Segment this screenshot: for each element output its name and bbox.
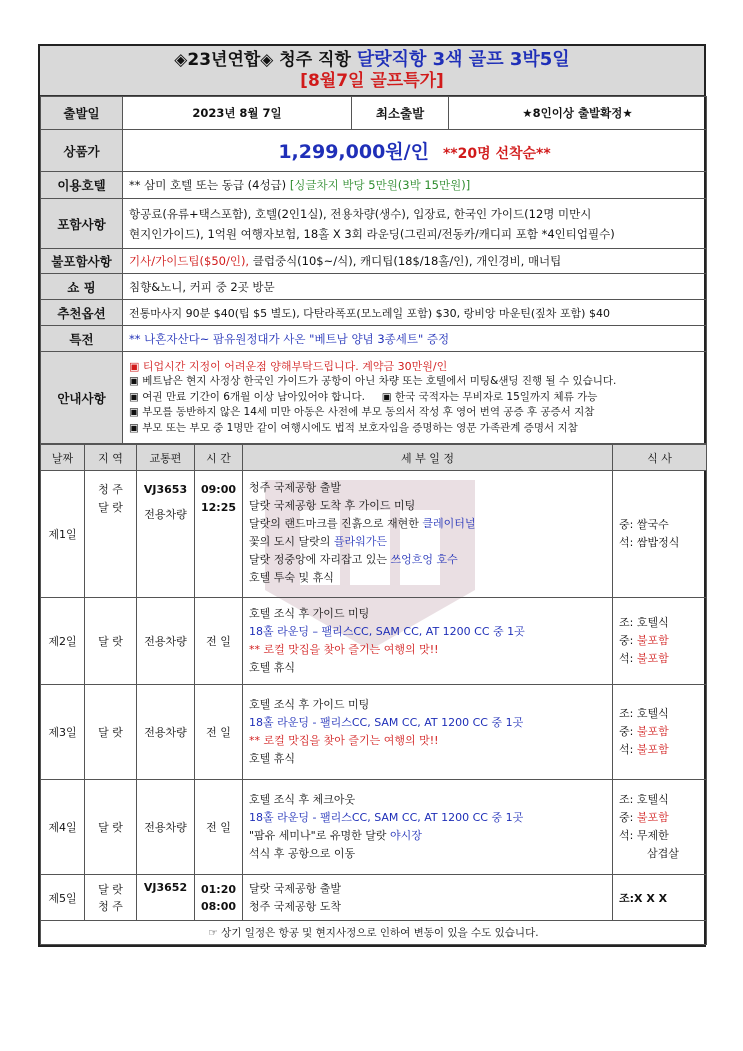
meal-cell: 중: 쌀국수 석: 쌈밥정식 — [613, 471, 707, 598]
header-region: 지 역 — [85, 445, 137, 471]
schedule-row-day1 — [41, 471, 707, 598]
meal-cell: 조: 호텔식 중: 불포함 석: 불포함 — [613, 598, 707, 685]
special-value: ** 나혼자산다~ 팜유원정대가 사온 "베트남 양념 3종세트" 증정 — [123, 326, 707, 352]
meal-cell: 조: 호텔식 중: 불포함 석: 불포함 — [613, 685, 707, 780]
special-label: 특전 — [41, 326, 123, 352]
includes-line-1: 항공료(유류+택스포함), 호텔(2인1실), 전용차량(생수), 입장료, 한국인 가이드(12명 미만시 — [129, 206, 592, 221]
attraction-name: 플라워가든 — [333, 535, 388, 548]
transport-cell: 전용차량 — [137, 685, 195, 780]
note-item: ▣ 여권 만료 기간이 6개월 이상 남아있어야 합니다. ▣ 한국 국적자는 무비자로 15일까지 체류 가능 — [129, 390, 598, 403]
note-item: ▣ 부모 또는 부모 중 1명만 같이 여행시에도 법적 보호자임을 증명하는 영문 가족관계 증명서 지참 — [129, 421, 578, 434]
shopping-label: 쇼 핑 — [41, 274, 123, 300]
product-info-table — [40, 96, 707, 444]
excludes-label: 불포함사항 — [41, 249, 123, 274]
includes-line-2: 현지인가이드), 1억원 여행자보험, 18홀 X 3회 라운딩(그린피/전동카/캐디피 포함 *4인티업필수) — [129, 226, 615, 241]
product-title-highlight: 달랏직항 3색 골프 3박5일 — [356, 49, 570, 70]
transport-cell: 전용차량 — [137, 598, 195, 685]
detail-cell: 호텔 조식 후 체크아웃 18홀 라운딩 - 팰리스CC, SAM CC, AT 1200 CC 중 1곳 "팜유 세미나"로 유명한 달랏 야시장 석식 후 공항으로 이동 — [243, 780, 613, 875]
shopping-value: 침향&노니, 커피 중 2곳 방문 — [123, 274, 707, 300]
meal-cell: 조:X X X — [613, 875, 707, 921]
hotel-label: 이용호텔 — [41, 172, 123, 199]
schedule-table — [40, 444, 707, 945]
notes-label: 안내사항 — [41, 352, 123, 444]
title-banner — [40, 46, 704, 96]
meal-cell: 조: 호텔식 중: 불포함 석: 무제한 삼겹살 — [613, 780, 707, 875]
time-cell: 전 일 — [195, 780, 243, 875]
price-cell — [123, 130, 707, 172]
food-note: ** 로컬 맛집을 찾아 즐기는 여행의 맛!! — [249, 734, 439, 747]
schedule-row-day5 — [41, 875, 707, 921]
transport-cell: VJ3653 전용차량 — [137, 471, 195, 598]
food-note: ** 로컬 맛집을 찾아 즐기는 여행의 맛!! — [249, 643, 439, 656]
includes-cell — [123, 199, 707, 249]
note-item: ▣ 티업시간 지정이 어려운점 양해부탁드립니다. 계약금 30만원/인 — [129, 359, 448, 373]
price-label: 상품가 — [41, 130, 123, 172]
region-cell: 청 주 달 랏 — [85, 471, 137, 598]
product-title: ◈23년연합◈ 청주 직항 달랏직항 3색 골프 3박5일 — [174, 49, 570, 70]
region-cell: 달 랏 — [85, 598, 137, 685]
options-value: 전통마사지 90분 $40(팁 $5 별도), 다탄라폭포(모노레일 포함) $30, 랑비앙 마운틴(짚차 포함) $40 — [123, 300, 707, 326]
attraction-name: 클레이터널 — [422, 517, 476, 530]
golf-round: 18홀 라운딩 - 팰리스CC, SAM CC, AT 1200 CC 중 1곳 — [249, 716, 524, 729]
flight-number: VJ3652 — [137, 875, 195, 921]
options-label: 추천옵션 — [41, 300, 123, 326]
schedule-disclaimer: ☞ 상기 일정은 항공 및 현지사정으로 인하여 변동이 있을 수도 있습니다. — [41, 921, 707, 945]
detail-cell: 달랏 국제공항 출발 청주 국제공항 도착 — [243, 875, 613, 921]
departure-label: 출발일 — [41, 97, 123, 130]
departure-date: 2023년 8월 7일 — [123, 97, 352, 130]
schedule-row-day3 — [41, 685, 707, 780]
detail-cell: 호텔 조식 후 가이드 미팅 18홀 라운딩 – 팰리스CC, SAM CC, AT 1200 CC 중 1곳 ** 로컬 맛집을 찾아 즐기는 여행의 맛!! 호텔 휴식 — [243, 598, 613, 685]
single-charge-note: [싱글차지 박당 5만원(3박 15만원)] — [289, 178, 471, 192]
day-label: 제2일 — [41, 598, 85, 685]
night-market: 야시장 — [390, 829, 422, 842]
region-cell: 달 랏 — [85, 780, 137, 875]
golf-round: 18홀 라운딩 – 팰리스CC, SAM CC, AT 1200 CC 중 1곳 — [249, 625, 525, 638]
note-item: ▣ 부모를 동반하지 않은 14세 미만 아동은 사전에 부모 동의서 작성 후 영어 번역 공증 후 공증서 지참 — [129, 406, 595, 419]
day-label: 제5일 — [41, 875, 85, 921]
time-cell: 전 일 — [195, 598, 243, 685]
day-label: 제4일 — [41, 780, 85, 875]
special-offer-title: [8월7일 골프특가] — [300, 71, 444, 91]
schedule-row-day4 — [41, 780, 707, 875]
golf-round: 18홀 라운딩 - 팰리스CC, SAM CC, AT 1200 CC 중 1곳 — [249, 811, 524, 824]
schedule-row-day2 — [41, 598, 707, 685]
includes-label: 포함사항 — [41, 199, 123, 249]
notes-cell — [123, 352, 707, 444]
time-cell: 전 일 — [195, 685, 243, 780]
min-departure-label: 최소출발 — [352, 97, 449, 130]
attraction-name: 쓰엉흐엉 호수 — [390, 553, 458, 566]
header-meal: 식 사 — [613, 445, 707, 471]
excludes-rest: 클럽중식(10$~/식), 캐디팁(18$/18홀/인), 개인경비, 매너팁 — [252, 254, 562, 268]
excludes-cell — [123, 249, 707, 274]
transport-cell: 전용차량 — [137, 780, 195, 875]
tour-sheet — [38, 44, 706, 947]
header-day: 날짜 — [41, 445, 85, 471]
price-note: **20명 선착순** — [442, 146, 551, 162]
hotel-cell — [123, 172, 707, 199]
day-label: 제3일 — [41, 685, 85, 780]
note-item: ▣ 베트남은 현지 사정상 한국인 가이드가 공항이 아닌 차량 또는 호텔에서 미팅&샌딩 진행 될 수 있습니다. — [129, 375, 617, 388]
header-detail: 세 부 일 정 — [243, 445, 613, 471]
min-departure-value: ★8인이상 출발확정★ — [449, 97, 707, 130]
hotel-value: ** 삼미 호텔 또는 동급 (4성급) — [129, 178, 290, 192]
excludes-tip: 기사/가이드팁($50/인), — [129, 254, 253, 268]
flight-number: VJ3653 — [143, 483, 188, 496]
time-cell: 09:00 12:25 — [195, 471, 243, 598]
region-cell: 달 랏 — [85, 685, 137, 780]
time-cell: 01:20 08:00 — [195, 875, 243, 921]
day-label: 제1일 — [41, 471, 85, 598]
price-value: 1,299,000원/인 — [278, 141, 429, 163]
detail-cell: 호텔 조식 후 가이드 미팅 18홀 라운딩 - 팰리스CC, SAM CC, AT 1200 CC 중 1곳 ** 로컬 맛집을 찾아 즐기는 여행의 맛!! 호텔 휴식 — [243, 685, 613, 780]
header-transport: 교통편 — [137, 445, 195, 471]
detail-cell: 청주 국제공항 출발 달랏 국제공항 도착 후 가이드 미팅 달랏의 랜드마크를 진흙으로 재현한 클레이터널 꽃의 도시 달랏의 플라워가든 달랏 정중앙에 자리잡고 있는 쓰엉흐엉 호수 호텔 투숙 및 휴식 — [243, 471, 613, 598]
header-time: 시 간 — [195, 445, 243, 471]
region-cell: 달 랏 청 주 — [85, 875, 137, 921]
